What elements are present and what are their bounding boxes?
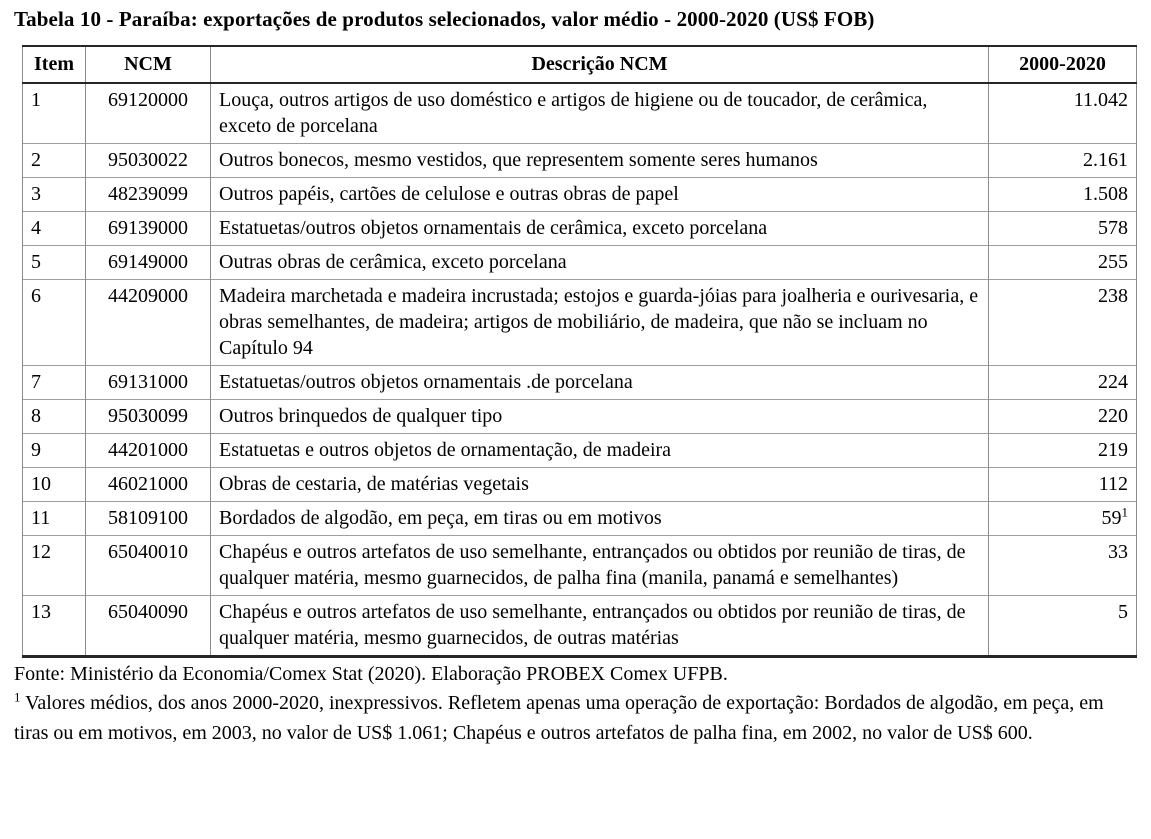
average-value: 220: [1098, 405, 1128, 427]
ncm-cell: [86, 502, 211, 536]
ncm-description: Estatuetas e outros objetos de ornamentação, de madeira: [219, 439, 672, 461]
value-cell: [989, 212, 1137, 246]
ncm-description: Estatuetas/outros objetos ornamentais .de porcelana: [219, 371, 633, 393]
ncm-code: 95030099: [108, 405, 188, 427]
value-cell: [989, 83, 1137, 144]
ncm-code: 58109100: [108, 507, 188, 529]
value-cell: [989, 502, 1137, 536]
table-body: [23, 83, 1137, 657]
footnote: [14, 688, 1136, 748]
item-cell: [23, 280, 86, 366]
table-row: [23, 468, 1137, 502]
header-row: [23, 46, 1137, 83]
item-number: 9: [31, 439, 41, 461]
ncm-code: 95030022: [108, 149, 188, 171]
item-number: 3: [31, 183, 41, 205]
item-cell: [23, 144, 86, 178]
item-number: 5: [31, 251, 41, 273]
description-cell: [211, 246, 989, 280]
description-cell: [211, 83, 989, 144]
average-value: 224: [1098, 371, 1128, 393]
value-cell: [989, 246, 1137, 280]
ncm-description: Bordados de algodão, em peça, em tiras ou em motivos: [219, 507, 662, 529]
table-row: [23, 366, 1137, 400]
description-cell: [211, 468, 989, 502]
column-header-item: Item: [23, 46, 86, 83]
table-row: [23, 536, 1137, 596]
ncm-description: Madeira marchetada e madeira incrustada; estojos e guarda-jóias para joalheria e ourivesaria, e obras semelhantes, de madeira; artigos de mobiliário, de madeira, que não se incluam no Capítulo 94: [219, 285, 979, 359]
ncm-cell: [86, 246, 211, 280]
description-cell: [211, 536, 989, 596]
table-title: Tabela 10 - Paraíba: exportações de produtos selecionados, valor médio - 2000-2020 (US$ FOB): [14, 7, 875, 31]
average-value: 112: [1098, 473, 1128, 495]
column-header-value: 2000-2020: [989, 46, 1137, 83]
ncm-code: 48239099: [108, 183, 188, 205]
description-cell: [211, 366, 989, 400]
ncm-cell: [86, 83, 211, 144]
table-row: [23, 144, 1137, 178]
ncm-cell: [86, 400, 211, 434]
description-cell: [211, 178, 989, 212]
average-value: 219: [1098, 439, 1128, 461]
value-cell: [989, 178, 1137, 212]
table-row: [23, 596, 1137, 657]
exports-table: [22, 45, 1137, 658]
ncm-code: 44209000: [108, 285, 188, 307]
ncm-description: Outras obras de cerâmica, exceto porcelana: [219, 251, 567, 273]
description-cell: [211, 502, 989, 536]
description-cell: [211, 434, 989, 468]
ncm-description: Outros papéis, cartões de celulose e outras obras de papel: [219, 183, 679, 205]
item-cell: [23, 212, 86, 246]
ncm-description: Outros bonecos, mesmo vestidos, que representem somente seres humanos: [219, 149, 818, 171]
table-row: [23, 178, 1137, 212]
ncm-description: Chapéus e outros artefatos de uso semelhante, entrançados ou obtidos por reunião de tiras, de qualquer matéria, mesmo guarnecidos, de outras matérias: [219, 601, 966, 649]
item-cell: [23, 178, 86, 212]
item-cell: [23, 366, 86, 400]
ncm-description: Outros brinquedos de qualquer tipo: [219, 405, 503, 427]
average-value: 33: [1108, 541, 1128, 563]
average-value: 1.508: [1083, 183, 1128, 205]
item-cell: [23, 246, 86, 280]
table-row: [23, 212, 1137, 246]
ncm-code: 44201000: [108, 439, 188, 461]
value-cell: [989, 596, 1137, 657]
item-cell: [23, 596, 86, 657]
ncm-code: 69139000: [108, 217, 188, 239]
ncm-cell: [86, 280, 211, 366]
value-cell: [989, 366, 1137, 400]
ncm-cell: [86, 596, 211, 657]
table-row: [23, 400, 1137, 434]
ncm-cell: [86, 536, 211, 596]
item-number: 13: [31, 601, 51, 623]
average-value: 2.161: [1083, 149, 1128, 171]
ncm-description: Louça, outros artigos de uso doméstico e artigos de higiene ou de toucador, de cerâmica, exceto de porcelana: [219, 89, 928, 137]
item-number: 7: [31, 371, 41, 393]
ncm-cell: [86, 144, 211, 178]
value-cell: [989, 468, 1137, 502]
value-cell: [989, 434, 1137, 468]
column-header-desc: Descrição NCM: [211, 46, 989, 83]
ncm-cell: [86, 434, 211, 468]
item-number: 8: [31, 405, 41, 427]
average-value: 11.042: [1073, 89, 1128, 111]
description-cell: [211, 212, 989, 246]
ncm-code: 65040010: [108, 541, 188, 563]
ncm-code: 69120000: [108, 89, 188, 111]
ncm-code: 46021000: [108, 473, 188, 495]
table-header: [23, 46, 1137, 83]
item-cell: [23, 536, 86, 596]
item-number: 10: [31, 473, 51, 495]
item-number: 1: [31, 89, 41, 111]
item-cell: [23, 83, 86, 144]
ncm-code: 69131000: [108, 371, 188, 393]
item-number: 11: [31, 507, 51, 529]
item-cell: [23, 502, 86, 536]
value-footnote-marker: 1: [1121, 504, 1128, 520]
item-number: 12: [31, 541, 51, 563]
average-value: 578: [1098, 217, 1128, 239]
value-cell: [989, 536, 1137, 596]
item-cell: [23, 468, 86, 502]
item-number: 6: [31, 285, 41, 307]
item-cell: [23, 434, 86, 468]
table-footer: [14, 660, 1136, 748]
description-cell: [211, 400, 989, 434]
ncm-description: Obras de cestaria, de matérias vegetais: [219, 473, 529, 495]
description-cell: [211, 144, 989, 178]
average-value: 59: [1101, 507, 1122, 529]
item-number: 2: [31, 149, 41, 171]
average-value: 255: [1098, 251, 1128, 273]
table-row: [23, 502, 1137, 536]
ncm-code: 65040090: [108, 601, 188, 623]
average-value: 5: [1118, 601, 1128, 623]
value-cell: [989, 280, 1137, 366]
ncm-cell: [86, 212, 211, 246]
value-cell: [989, 400, 1137, 434]
footnote-marker: 1: [14, 689, 21, 705]
table-row: [23, 434, 1137, 468]
description-cell: [211, 280, 989, 366]
ncm-description: Chapéus e outros artefatos de uso semelhante, entrançados ou obtidos por reunião de tiras, de qualquer matéria, mesmo guarnecidos, de palha fina (manila, panamá e semelhantes): [219, 541, 966, 589]
table-row: [23, 280, 1137, 366]
table-row: [23, 246, 1137, 280]
column-header-ncm: NCM: [86, 46, 211, 83]
ncm-cell: [86, 178, 211, 212]
value-cell: [989, 144, 1137, 178]
ncm-cell: [86, 468, 211, 502]
average-value: 238: [1098, 285, 1128, 307]
source-line: Fonte: Ministério da Economia/Comex Stat (2020). Elaboração PROBEX Comex UFPB.: [14, 663, 728, 685]
description-cell: [211, 596, 989, 657]
ncm-code: 69149000: [108, 251, 188, 273]
ncm-cell: [86, 366, 211, 400]
item-cell: [23, 400, 86, 434]
table-row: [23, 83, 1137, 144]
item-number: 4: [31, 217, 41, 239]
ncm-description: Estatuetas/outros objetos ornamentais de cerâmica, exceto porcelana: [219, 217, 768, 239]
footnote-text: Valores médios, dos anos 2000-2020, inexpressivos. Refletem apenas uma operação de exportação: Bordados de algodão, em peça, em tiras ou em motivos, em 2003, no valor de US$ 1.061; Chapéus e outros artefatos de palha fina, em 2002, no valor de US$ 600.: [14, 692, 1104, 744]
